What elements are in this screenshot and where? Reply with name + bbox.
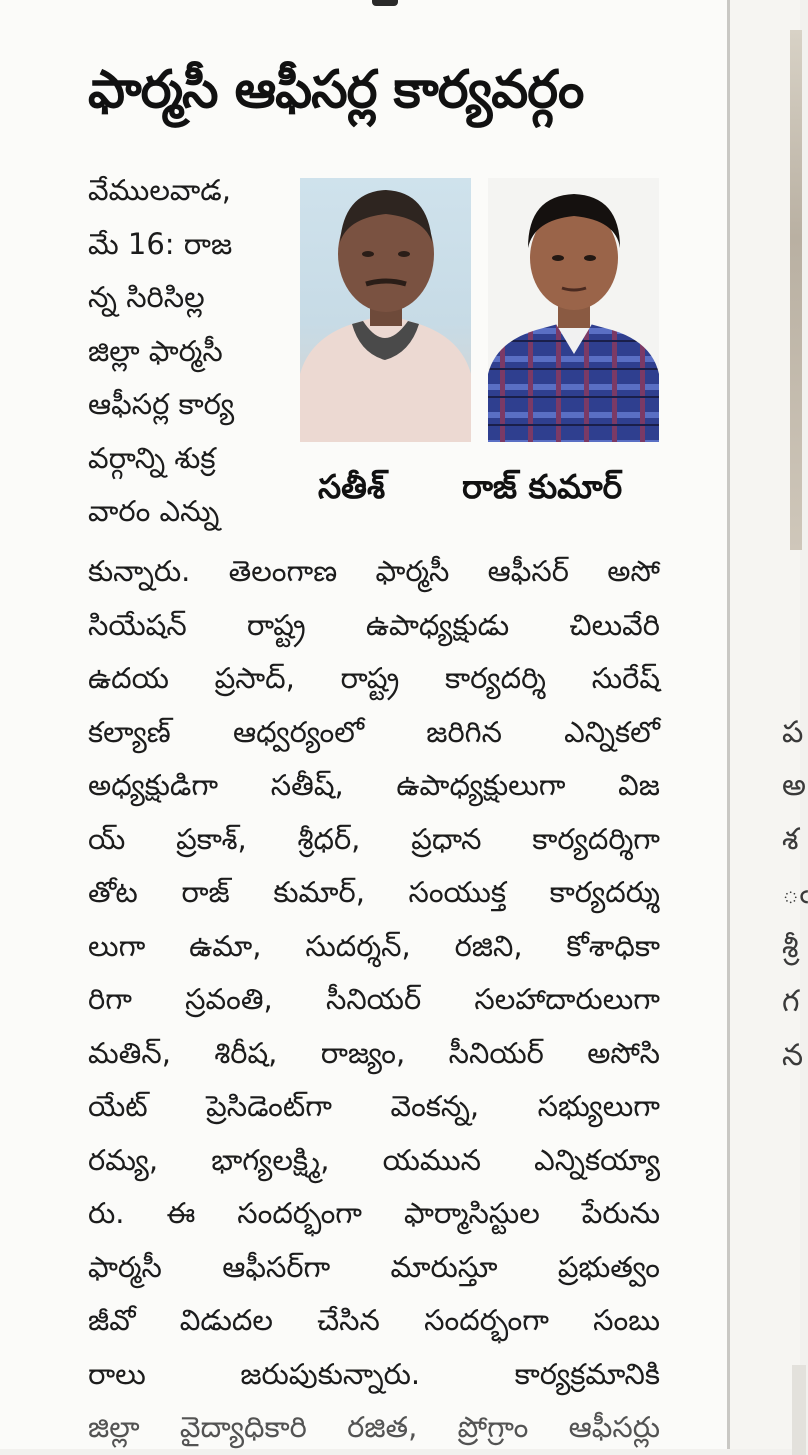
photo-caption-satish: సతీశ్ xyxy=(318,467,386,506)
body-line-cut-off: జిల్లా వైద్యాధికారి రజిత, ప్రోగ్రాం ఆఫీసర్లు xyxy=(88,1410,660,1444)
intro-line: వేములవాడ, xyxy=(88,173,231,207)
body-line: రిగా స్రవంతి, సీనియర్ సలహాదారులుగా xyxy=(88,982,660,1016)
intro-line: వర్గాన్ని శుక్ర xyxy=(88,440,216,475)
body-line: తోట రాజ్ కుమార్, సంయుక్త కార్యదర్శు xyxy=(88,875,660,909)
adjacent-text-fragment: అ xyxy=(782,768,806,803)
body-line: య్ ప్రకాశ్, శ్రీధర్, ప్రధాన కార్యదర్శిగా xyxy=(88,821,660,856)
adjacent-box xyxy=(792,1365,806,1455)
body-line: కున్నారు. తెలంగాణ ఫార్మసీ ఆఫీసర్ అసో xyxy=(88,554,660,588)
adjacent-text-fragment: ప xyxy=(782,715,804,750)
body-line: లుగా ఉమా, సుదర్శన్, రజిని, కోశాధికా xyxy=(88,928,660,963)
intro-line: జిల్లా ఫార్మసీ xyxy=(88,333,223,368)
photo-caption-rajkumar: రాజ్ కుమార్ xyxy=(462,467,623,506)
intro-text xyxy=(88,164,288,539)
body-line: యేట్ ప్రెసిడెంట్‌గా వెంకన్న, సభ్యులుగా xyxy=(88,1089,660,1123)
body-line: రు. ఈ సందర్భంగా ఫార్మాసిస్టుల పేరును xyxy=(88,1196,660,1230)
intro-line: న్న సిరిసిల్ల xyxy=(88,280,205,314)
body-line: మతిన్, శిరీష, రాజ్యం, సీనియర్ అసోసి xyxy=(88,1035,660,1070)
body-line: ఫార్మసీ ఆఫీసర్‌గా మారుస్తూ ప్రభుత్వం xyxy=(88,1249,660,1284)
intro-line: మే 16: రాజ xyxy=(88,226,233,261)
intro-line: ఆఫీసర్ల కార్య xyxy=(88,387,235,421)
portrait-photo-satish xyxy=(300,178,471,442)
portrait-photo-rajkumar xyxy=(488,178,659,442)
adjacent-text-fragment: ఁ xyxy=(782,876,808,911)
adjacent-text-fragment: శ xyxy=(782,822,799,857)
body-line: కల్యాణ్ ఆధ్వర్యంలో జరిగిన ఎన్నికలో xyxy=(88,714,660,749)
body-line: అధ్యక్షుడిగా సతీష్, ఉపాధ్యక్షులుగా విజ xyxy=(88,768,660,802)
body-line: జీవో విడుదల చేసిన సందర్భంగా సంబు xyxy=(88,1303,660,1337)
adjacent-column xyxy=(730,0,808,1449)
adjacent-photo-strip xyxy=(790,30,802,550)
body-line: రమ్య, భాగ్యలక్ష్మి, యమున ఎన్నికయ్యా xyxy=(88,1142,660,1177)
article-body xyxy=(88,545,660,1444)
adjacent-text-fragment: గ xyxy=(782,984,800,1019)
headline: ఫార్మసీ ఆఫీసర్ల కార్యవర్గం xyxy=(88,60,584,120)
page-top-mark xyxy=(372,0,398,6)
portrait-illustration xyxy=(300,178,471,442)
adjacent-text-fragment: శ్రీ xyxy=(782,930,799,965)
body-line: రాలు జరుపుకున్నారు. కార్యక్రమానికి xyxy=(88,1356,660,1391)
intro-line: వారం ఎన్ను xyxy=(88,494,220,528)
body-line: ఉదయ ప్రసాద్, రాష్ట్ర కార్యదర్శి సురేష్ xyxy=(88,661,660,695)
body-line: సియేషన్ రాష్ట్ర ఉపాధ్యక్షుడు చిలువేరి xyxy=(88,607,660,642)
portrait-illustration xyxy=(488,178,659,442)
adjacent-text-fragment: న xyxy=(782,1038,804,1073)
